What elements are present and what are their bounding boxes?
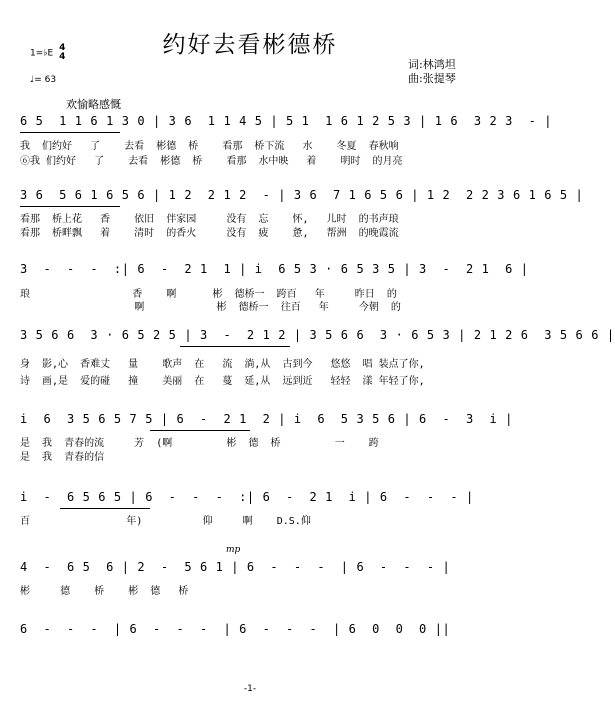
song-title: 约好去看彬德桥: [162, 32, 338, 58]
lyricist-credit: 词:林鸿坦: [408, 58, 456, 71]
expression-marking: 欢愉略感慨: [66, 98, 121, 111]
lyric-line: 看那 桥畔飘 着 清时 的香火 没有 疲 惫, 帮洲 的晚霞流: [20, 228, 399, 239]
lyric-line: 是 我 青春的信: [20, 452, 105, 463]
notation-line: 4 - 6 5 6 | 2 - 5 6 1 | 6 - - - | 6 - - - |: [20, 560, 451, 574]
time-bottom: 4: [59, 52, 66, 62]
notation-line: 3 - - - :| 6 - 2 1 1 | i 6 5 3 · 6 5 3 5 | 3 - 2 1 6 |: [20, 262, 529, 276]
lyric-line: 身 影,心 香难丈 量 歌声 在 流 淌,从 古到今 悠悠 唱 装点了你,: [20, 359, 425, 370]
key-text: 1=♭E: [30, 48, 54, 59]
lyric-line: 看那 桥上花 香 依旧 伴家园 没有 忘 怀, 儿时 的书声琅: [20, 214, 399, 225]
lyric-line: 是 我 青春的流 芳 (啊 彬 德 桥 一 跨: [20, 438, 379, 449]
lyric-line: 诗 画,是 爱的碰 撞 美丽 在 蔓 延,从 远到近 轻轻 漾 年轻了你,: [20, 376, 425, 387]
notation-line: i - 6 5 6 5 | 6 - - - :| 6 - 2 1 i | 6 - - - |: [20, 490, 474, 504]
lyric-line: ⑥我 们约好 了 去看 彬德 桥 看那 水中映 着 明时 的月亮: [20, 156, 403, 167]
lyric-line: 百 年) 仰 啊 D.S.仰: [20, 516, 311, 527]
page-number: -1-: [243, 684, 257, 694]
lyric-line: 啊 彬 德桥一 往百 年 今朝 的: [20, 302, 401, 313]
notation-line: i 6 3 5 6 5 7 5 | 6 - 2 1 2 | i 6 5 3 5 6 | 6 - 3 i |: [20, 412, 513, 426]
notation-line: 6 - - - | 6 - - - | 6 - - - | 6 0 0 0 ||: [20, 622, 451, 636]
key-signature: [30, 44, 65, 62]
time-signature: [59, 44, 65, 62]
composer-credit: 曲:张提琴: [408, 72, 456, 85]
beam-line: [20, 206, 120, 207]
notation-line: 6 5 1 1 6 1 3 0 | 3 6 1 1 4 5 | 5 1 1 6 1 2 5 3 | 1 6 3 2 3 - |: [20, 114, 553, 128]
beam-line: [150, 430, 250, 431]
notation-line: 3 6 5 6 1 6 5 6 | 1 2 2 1 2 - | 3 6 7 1 6 5 6 | 1 2 2 2 3 6 1 6 5 |: [20, 188, 584, 202]
dynamic-marking: mp: [226, 545, 241, 555]
tempo-marking: ♩= 63: [30, 75, 57, 85]
beam-line: [180, 346, 290, 347]
time-top: 4: [59, 43, 66, 53]
notation-line: 3 5 6 6 3 · 6 5 2 5 | 3 - 2 1 2 | 3 5 6 6 3 · 6 5 3 | 2 1 2 6 3 5 6 6 |: [20, 328, 615, 342]
beam-line: [20, 132, 120, 133]
lyric-line: 我 们约好 了 去看 彬德 桥 看那 桥下流 水 冬夏 春秋响: [20, 141, 399, 152]
lyric-line: 彬 德 桥 彬 德 桥: [20, 586, 189, 597]
beam-line: [60, 508, 150, 509]
lyric-line: 琅 香 啊 彬 德桥一 跨百 年 昨日 的: [20, 289, 397, 300]
